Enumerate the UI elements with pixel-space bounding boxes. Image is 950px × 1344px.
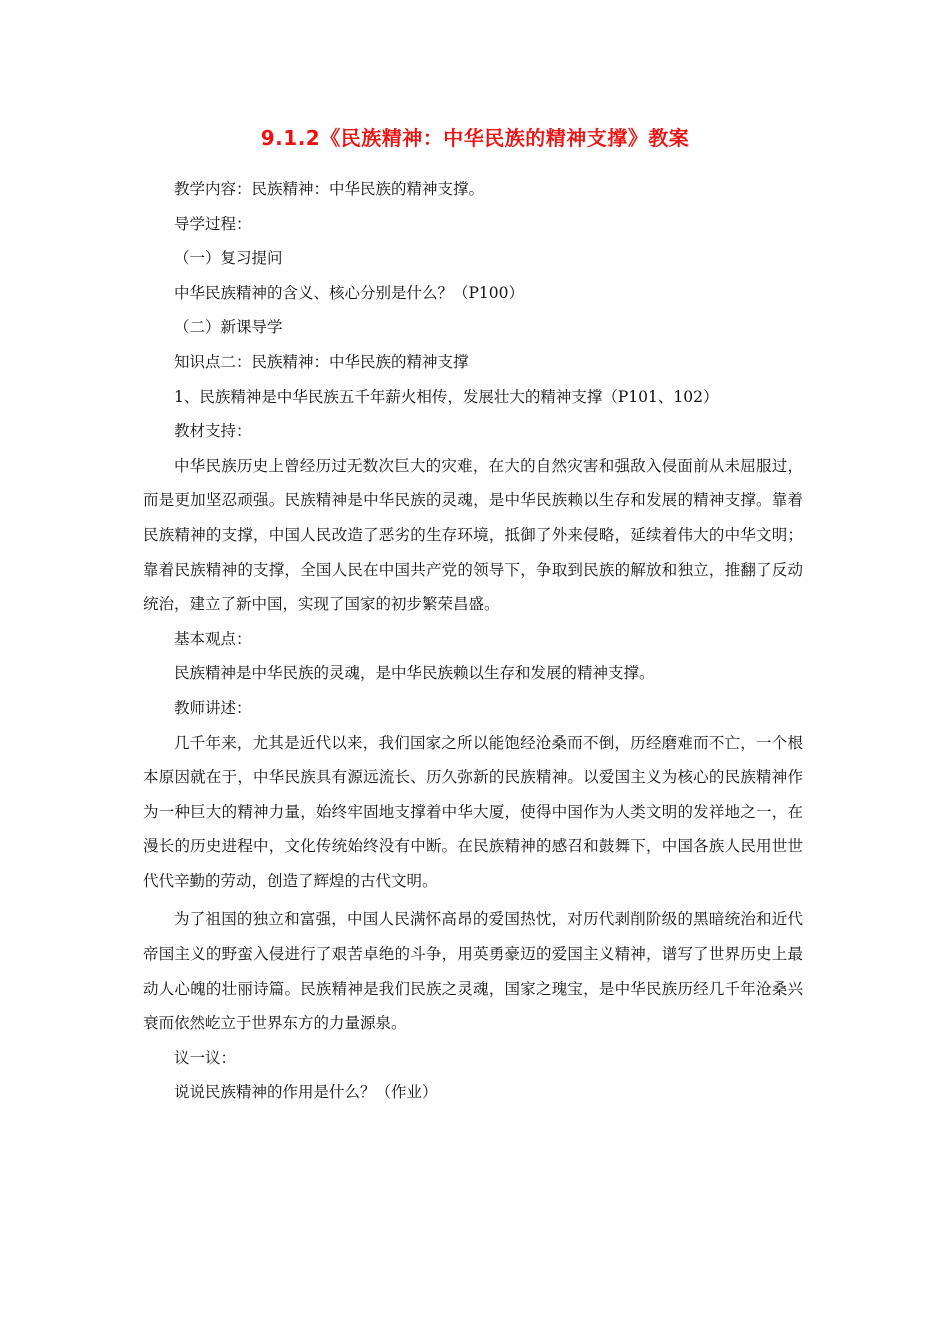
document-title: 9.1.2《民族精神：中华民族的精神支撑》教案	[260, 126, 690, 150]
label-teacher-narration: 教师讲述：	[174, 698, 252, 717]
label-discussion: 议一议：	[174, 1048, 237, 1067]
label-basic-view: 基本观点：	[174, 629, 252, 648]
section-heading-new-lesson: （二）新课导学	[174, 318, 283, 337]
paragraph-guide-process: 导学过程：	[174, 214, 252, 233]
paragraph-knowledge-point: 知识点二：民族精神：中华民族的精神支撑	[174, 352, 469, 371]
paragraph-point-one: 1、民族精神是中华民族五千年薪火相传，发展壮大的精神支撑（P101、102）	[174, 387, 719, 406]
paragraph-teacher-narration-2: 为了祖国的独立和富强，中国人民满怀高昂的爱国热忱，对历代剥削阶级的黑暗统治和近代帝国主义的野蛮入侵进行了艰苦卓绝的斗争，用英勇豪迈的爱国主义精神，谱写了世界历史上最动人心魄的壮丽诗篇。民族精神是我们民族之灵魂，国家之瑰宝，是中华民族历经几千年沧桑兴衰而依然屹立于世界东方的力量源泉。	[143, 910, 803, 1033]
section-heading-review: （一）复习提问	[174, 249, 283, 268]
paragraph-review-question: 中华民族精神的含义、核心分别是什么？（P100）	[174, 283, 525, 302]
paragraph-teacher-narration-1: 几千年来，尤其是近代以来，我们国家之所以能饱经沧桑而不倒，历经磨难而不亡，一个根本原因就在于，中华民族具有源远流长、历久弥新的民族精神。以爱国主义为核心的民族精神作为一种巨大的精神力量，始终牢固地支撑着中华大厦，使得中国作为人类文明的发祥地之一，在漫长的历史进程中，文化传统始终没有中断。在民族精神的感召和鼓舞下，中国各族人民用世世代代辛勤的劳动，创造了辉煌的古代文明。	[143, 733, 803, 890]
label-textbook-support: 教材支持：	[174, 422, 252, 441]
paragraph-basic-view: 民族精神是中华民族的灵魂，是中华民族赖以生存和发展的精神支撑。	[174, 664, 655, 683]
paragraph-teaching-content: 教学内容：民族精神：中华民族的精神支撑。	[174, 180, 485, 198]
paragraph-discussion-question: 说说民族精神的作用是什么？（作业）	[174, 1083, 438, 1102]
paragraph-textbook-support: 中华民族历史上曾经历过无数次巨大的灾难，在大的自然灾害和强敌入侵面前从未屈服过，而是更加坚忍顽强。民族精神是中华民族的灵魂，是中华民族赖以生存和发展的精神支撑。靠着民族精神的支撑，中国人民改造了恶劣的生存环境，抵御了外来侵略，延续着伟大的中华文明；靠着民族精神的支撑，全国人民在中国共产党的领导下，争取到民族的解放和独立，推翻了反动统治，建立了新中国，实现了国家的初步繁荣昌盛。	[143, 456, 803, 614]
document-body	[143, 172, 803, 1110]
